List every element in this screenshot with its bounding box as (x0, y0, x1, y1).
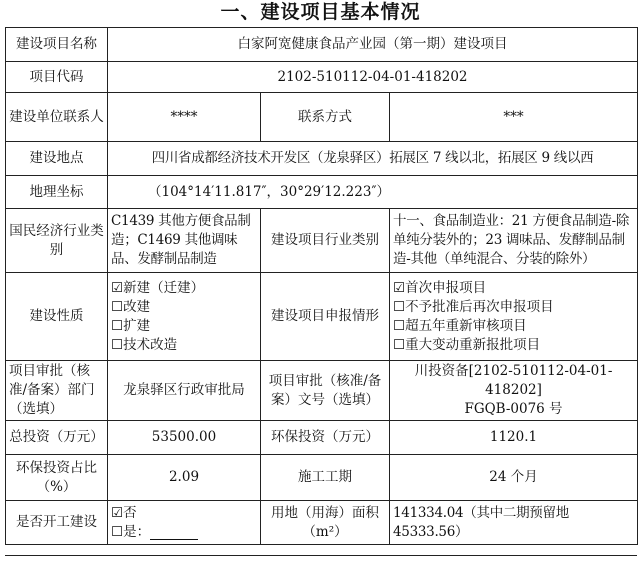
value-contact-method: *** (390, 93, 638, 142)
value-env-investment-ratio: 2.09 (108, 455, 261, 501)
value-approval-document-no (390, 361, 638, 421)
started-date-blank[interactable] (150, 525, 198, 540)
value-filing-situation (390, 273, 638, 361)
checkbox-refiling-after-rejection[interactable]: ☐不予批准后再次申报项目 (393, 298, 554, 315)
label-approval-document-no: 项目审批（核准/备案）文号（选填） (261, 361, 390, 421)
checkbox-rebuild[interactable]: ☐改建 (111, 298, 151, 315)
label-project-code: 项目代码 (6, 62, 108, 93)
document-no-line-1: 川投资备[2102-510112-04-01-418202] (414, 363, 613, 398)
label-env-investment-ratio: 环保投资占比（%） (6, 455, 108, 501)
row-location (6, 142, 638, 176)
label-location: 建设地点 (6, 142, 108, 176)
row-investment-ratio (6, 455, 638, 501)
label-started-construction: 是否开工建设 (6, 501, 108, 545)
value-started-construction (108, 501, 261, 545)
label-total-investment: 总投资（万元） (6, 421, 108, 455)
checkbox-five-year-review[interactable]: ☐超五年重新审核项目 (393, 317, 527, 334)
row-coordinates (6, 176, 638, 209)
label-industry-category: 国民经济行业类别 (6, 209, 108, 273)
started-yes-row (111, 523, 257, 542)
value-approval-department: 龙泉驿区行政审批局 (108, 361, 261, 421)
document-no-line-2: FGQB-0076 号 (464, 401, 563, 417)
label-construction-nature: 建设性质 (6, 273, 108, 361)
value-land-area: 141334.04（其中二期预留地 45333.56） (390, 501, 638, 545)
value-industry-category: C1439 其他方便食品制造；C1469 其他调味品、发酵制品制造 (108, 209, 261, 273)
label-coordinates: 地理坐标 (6, 176, 108, 209)
table-continuation-edge (5, 555, 637, 568)
value-construction-nature (108, 273, 261, 361)
row-project-code (6, 62, 638, 93)
checkbox-not-started[interactable]: ☑否 (111, 504, 137, 521)
value-project-industry-category: 十一、食品制造业：21 方便食品制造-除单纯分装外的；23 调味品、发酵制品制造-其他（单纯混合、分装的除外） (390, 209, 638, 273)
row-approval (6, 361, 638, 421)
checkbox-started[interactable]: ☐是： (111, 523, 151, 540)
label-contact-person: 建设单位联系人 (6, 93, 108, 142)
row-industry (6, 209, 638, 273)
row-contact (6, 93, 638, 142)
checkbox-major-change[interactable]: ☐重大变动重新报批项目 (393, 336, 541, 353)
checkbox-tech-upgrade[interactable]: ☐技术改造 (111, 336, 178, 353)
row-started (6, 501, 638, 545)
value-contact-person: **** (108, 93, 261, 142)
label-env-investment: 环保投资（万元） (261, 421, 390, 455)
value-coordinates: （104°14′11.817″，30°29′12.223″） (108, 176, 638, 209)
label-construction-period: 施工工期 (261, 455, 390, 501)
checkbox-new-build[interactable]: ☑新建（迁建） (111, 279, 205, 296)
label-land-area: 用地（用海）面积（m²） (261, 501, 390, 545)
row-project-name (6, 28, 638, 62)
checkbox-expand[interactable]: ☐扩建 (111, 317, 151, 334)
label-contact-method: 联系方式 (261, 93, 390, 142)
value-project-code: 2102-510112-04-01-418202 (108, 62, 638, 93)
label-project-name: 建设项目名称 (6, 28, 108, 62)
value-project-name: 白家阿宽健康食品产业园（第一期）建设项目 (108, 28, 638, 62)
label-approval-department: 项目审批（核准/备案）部门（选填） (6, 361, 108, 421)
page-title: 一、建设项目基本情况 (220, 1, 421, 23)
value-location: 四川省成都经济技术开发区（龙泉驿区）拓展区 7 线以北，拓展区 9 线以西 (108, 142, 638, 176)
value-construction-period: 24 个月 (390, 455, 638, 501)
checkbox-first-filing[interactable]: ☑首次申报项目 (393, 279, 487, 296)
label-project-industry-category: 建设项目行业类别 (261, 209, 390, 273)
value-total-investment: 53500.00 (108, 421, 261, 455)
row-investment (6, 421, 638, 455)
project-info-table (5, 27, 638, 545)
label-filing-situation: 建设项目申报情形 (261, 273, 390, 361)
row-construction-nature (6, 273, 638, 361)
value-env-investment: 1120.1 (390, 421, 638, 455)
